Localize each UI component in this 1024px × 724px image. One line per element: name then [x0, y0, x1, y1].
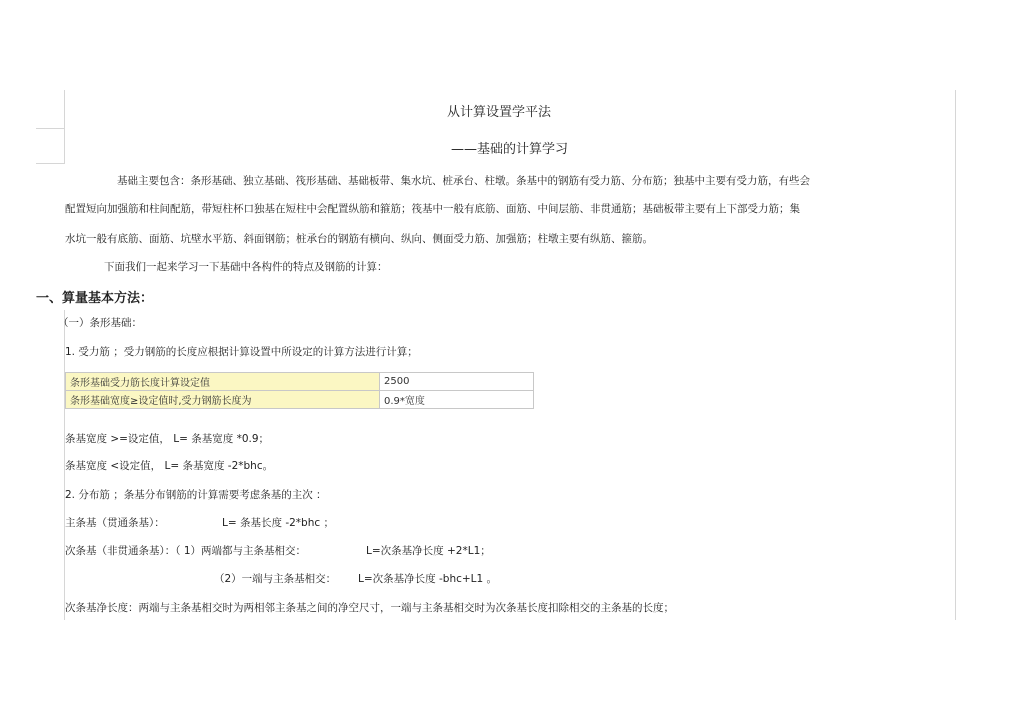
item-main-rebar: 1. 受力筋 ；受力钢筋的长度应根据计算设置中所设定的计算方法进行计算；: [65, 346, 418, 358]
main-strip-formula: L= 条基长度 -2*bhc ；: [222, 517, 334, 529]
right-margin-line: [955, 90, 956, 620]
section-heading-1: 一、算量基本方法：: [36, 291, 154, 306]
formula-wide: 条基宽度 >=设定值， L= 条基宽度 *0.9；: [65, 433, 270, 445]
setting-key: 条形基础宽度≥设定值时,受力钢筋长度为: [66, 391, 380, 409]
setting-value: 0.9*宽度: [380, 391, 534, 409]
formula-narrow: 条基宽度 <设定值， L= 条基宽度 -2*bhc。: [65, 460, 274, 472]
left-margin-line: [64, 90, 65, 130]
secondary-strip-formula-2: L=次条基净长度 -bhc+L1 。: [358, 573, 498, 585]
setting-key: 条形基础受力筋长度计算设定值: [66, 373, 380, 391]
setting-value: 2500: [380, 373, 534, 391]
left-margin-tick-2: [36, 163, 64, 164]
main-strip-label: 主条基（贯通条基）：: [65, 517, 165, 529]
table-row: [66, 373, 534, 391]
doc-title: 从计算设置学平法: [447, 105, 552, 120]
secondary-strip-label: 次条基（非贯通条基）：（ 1）两端都与主条基相交：: [65, 545, 307, 557]
settings-table: [65, 372, 534, 409]
intro-paragraph-line-1: 基础主要包含：条形基础、独立基础、筏形基础、基础板带、集水坑、桩承台、柱墩。条基中的钢筋有受力筋、分布筋；独基中主要有受力筋，有些会: [117, 175, 810, 187]
intro-paragraph-line-4: 下面我们一起来学习一下基础中各构件的特点及钢筋的计算：: [104, 261, 388, 273]
secondary-strip-case-2: （2）一端与主条基相交：: [214, 573, 337, 585]
intro-paragraph-line-2: 配置短向加强筋和柱间配筋，带短柱杯口独基在短柱中会配置纵筋和箍筋；筏基中一般有底筋、面筋、中间层筋、非贯通筋；基础板带主要有上下部受力筋；集: [65, 203, 800, 215]
left-margin-line-2: [64, 128, 65, 164]
left-margin-tick: [36, 128, 64, 129]
subsection-heading-strip-foundation: （一）条形基础：: [58, 317, 142, 329]
table-row: [66, 391, 534, 409]
item-distribution-rebar: 2. 分布筋 ；条基分布钢筋的计算需要考虑条基的主次 ：: [65, 489, 327, 501]
secondary-strip-formula-1: L=次条基净长度 +2*L1；: [366, 545, 491, 557]
doc-subtitle: ——基础的计算学习: [451, 142, 569, 157]
net-length-definition: 次条基净长度：两端与主条基相交时为两相邻主条基之间的净空尺寸，一端与主条基相交时为次条基长度扣除相交的主条基的长度；: [65, 602, 674, 614]
intro-paragraph-line-3: 水坑一般有底筋、面筋、坑壁水平筋、斜面钢筋；桩承台的钢筋有横向、纵向、侧面受力筋、加强筋；柱墩主要有纵筋、箍筋。: [65, 233, 653, 245]
